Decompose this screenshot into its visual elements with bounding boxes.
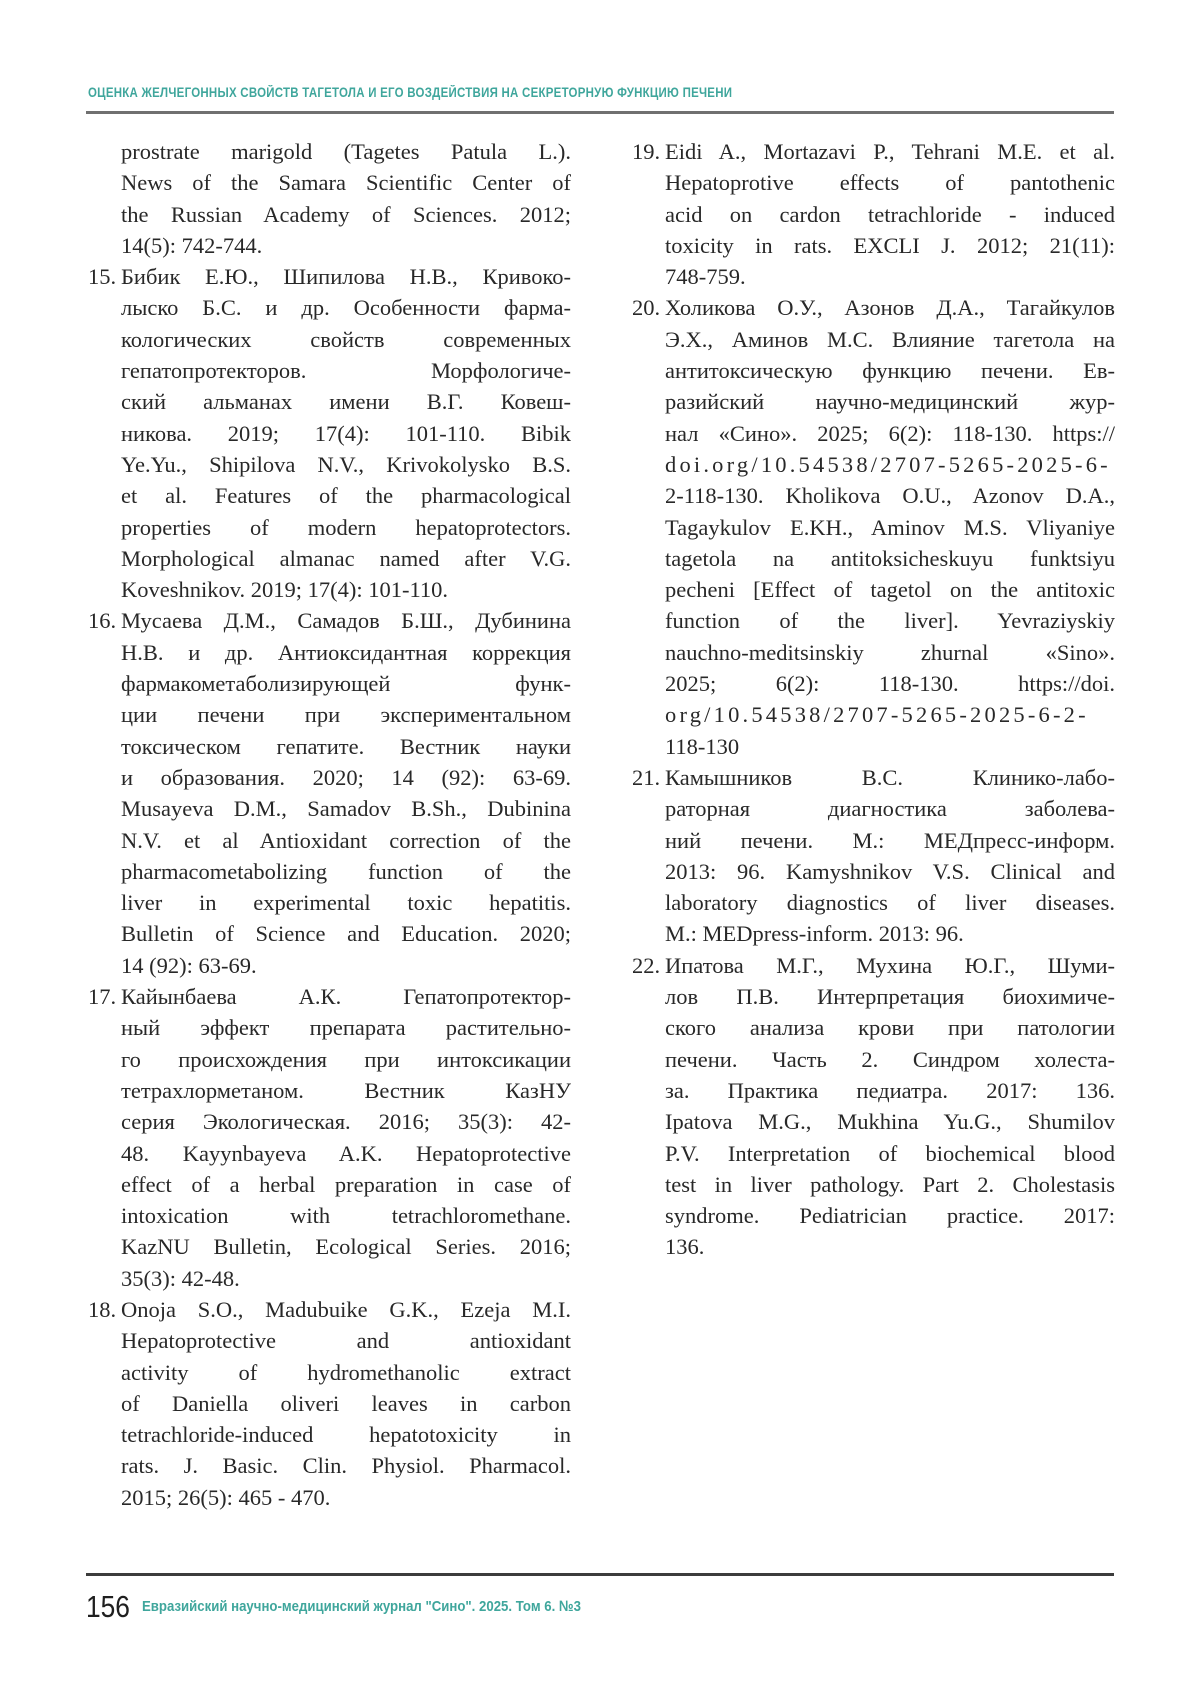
- reference-line: серия Экологическая. 2016; 35(3): 42-: [121, 1109, 571, 1135]
- reference-line: антитоксическую функцию печени. Ев-: [665, 358, 1115, 384]
- reference-line: the Russian Academy of Sciences. 2012;: [121, 201, 571, 227]
- reference-line: 48. Kayynbayeva A.K. Hepatoprotective: [121, 1140, 571, 1166]
- reference-item: [88, 261, 571, 605]
- reference-line: 21. Камышников В.С. Клинико-лабо-: [632, 762, 1115, 793]
- reference-line: 18. Onoja S.O., Madubuike G.K., Ezeja M.I.: [88, 1294, 571, 1325]
- reference-number: 20.: [632, 295, 661, 321]
- reference-line: Hepatoprotive effects of pantothenic: [665, 170, 1115, 196]
- reference-line: of Daniella oliveri leaves in carbon: [121, 1390, 571, 1416]
- reference-line: intoxication with tetrachloromethane.: [121, 1203, 571, 1229]
- reference-line: и образования. 2020; 14 (92): 63-69.: [121, 764, 571, 790]
- reference-line: tagetola na antitoksicheskuyu funktsiyu: [665, 545, 1115, 571]
- reference-line: 17. Кайынбаева А.К. Гепатопротектор-: [88, 981, 571, 1012]
- reference-line: печени. Часть 2. Синдром холеста-: [665, 1046, 1115, 1072]
- reference-line: 2025; 6(2): 118-130. https://doi.: [665, 671, 1115, 697]
- reference-line: News of the Samara Scientific Center of: [121, 170, 571, 196]
- reference-line: Musayeva D.M., Samadov B.Sh., Dubinina: [121, 796, 571, 822]
- reference-line: Hepatoprotective and antioxidant: [121, 1328, 571, 1354]
- reference-line: 16. Мусаева Д.М., Самадов Б.Ш., Дубинина: [88, 605, 571, 636]
- reference-line: гепатопротекторов. Морфологиче-: [121, 358, 571, 384]
- reference-line: Н.В. и др. Антиоксидантная коррекция: [121, 639, 571, 665]
- reference-line: P.V. Interpretation of biochemical blood: [665, 1140, 1115, 1166]
- reference-number: 15.: [88, 264, 117, 290]
- reference-line: Morphological almanac named after V.G.: [121, 545, 571, 571]
- reference-line: тетрахлорметаном. Вестник КазНУ: [121, 1077, 571, 1103]
- reference-line: ского анализа крови при патологии: [665, 1015, 1115, 1041]
- reference-line: ный эффект препарата растительно-: [121, 1015, 571, 1041]
- reference-line: properties of modern hepatoprotectors.: [121, 514, 571, 540]
- reference-line: нал «Сино». 2025; 6(2): 118-130. https://: [665, 420, 1115, 446]
- reference-item: [88, 605, 571, 981]
- reference-line: syndrome. Pediatrician practice. 2017:: [665, 1203, 1115, 1229]
- reference-line: N.V. et al Antioxidant correction of the: [121, 827, 571, 853]
- reference-line: ний печени. М.: МЕДпресс-информ.: [665, 827, 1115, 853]
- reference-line: Tagaykulov E.KH., Aminov M.S. Vliyaniye: [665, 514, 1115, 540]
- reference-line: prostrate marigold (Tagetes Patula L.).: [121, 139, 571, 164]
- reference-line: 14 (92): 63-69.: [121, 952, 257, 978]
- reference-line: et al. Features of the pharmacological: [121, 483, 571, 509]
- reference-line: nauchno-meditsinskiy zhurnal «Sino».: [665, 639, 1115, 665]
- reference-line: 748-759.: [665, 264, 746, 290]
- reference-line: laboratory diagnostics of liver diseases.: [665, 890, 1115, 916]
- reference-line: лыско Б.С. и др. Особенности фарма-: [121, 295, 571, 321]
- reference-line: Ipatova M.G., Mukhina Yu.G., Shumilov: [665, 1109, 1115, 1135]
- footer-rule: [86, 1573, 1114, 1576]
- reference-line: 118-130: [665, 733, 740, 759]
- reference-line: никова. 2019; 17(4): 101-110. Bibik: [121, 420, 571, 446]
- reference-item: [632, 762, 1115, 950]
- reference-item: [632, 950, 1115, 1263]
- reference-line: doi.org/10.54538/2707-5265-2025-6-: [665, 451, 1111, 477]
- reference-number: 18.: [88, 1296, 117, 1322]
- reference-line: лов П.В. Интерпретация биохимиче-: [665, 984, 1115, 1010]
- reference-item: [88, 981, 571, 1294]
- reference-line: раторная диагностика заболева-: [665, 796, 1115, 822]
- reference-line: function of the liver]. Yevraziyskiy: [665, 608, 1115, 634]
- reference-line: M.: MEDpress-inform. 2013: 96.: [665, 921, 964, 947]
- reference-line: 15. Бибик Е.Ю., Шипилова Н.В., Кривоко-: [88, 261, 571, 292]
- reference-line: liver in experimental toxic hepatitis.: [121, 890, 571, 916]
- reference-line: за. Практика педиатра. 2017: 136.: [665, 1077, 1115, 1103]
- reference-line: KazNU Bulletin, Ecological Series. 2016;: [121, 1234, 571, 1260]
- reference-line: 19. Eidi A., Mortazavi P., Tehrani M.E. et al.: [632, 136, 1115, 167]
- reference-line: Ye.Yu., Shipilova N.V., Krivokolysko B.S.: [121, 451, 571, 477]
- reference-number: 16.: [88, 608, 117, 634]
- reference-line: 2013: 96. Kamyshnikov V.S. Clinical and: [665, 858, 1115, 884]
- reference-line: rats. J. Basic. Clin. Physiol. Pharmacol.: [121, 1453, 571, 1479]
- running-header: ОЦЕНКА ЖЕЛЧЕГОННЫХ СВОЙСТВ ТАГЕТОЛА И ЕГО ВОЗДЕЙСТВИЯ НА СЕКРЕТОРНУЮ ФУНКЦИЮ ПЕЧЕНИ: [88, 85, 733, 100]
- reference-item: [632, 292, 1115, 761]
- reference-line: разийский научно-медицинский жур-: [665, 389, 1115, 415]
- reference-line: 22. Ипатова М.Г., Мухина Ю.Г., Шуми-: [632, 950, 1115, 981]
- reference-line: Bulletin of Science and Education. 2020;: [121, 921, 571, 947]
- journal-footer-title: Евразийский научно-медицинский журнал "Сино". 2025. Том 6. №3: [142, 1598, 581, 1615]
- reference-line: Э.Х., Аминов М.С. Влияние тагетола на: [665, 326, 1115, 352]
- reference-line: ции печени при экспериментальном: [121, 702, 571, 728]
- reference-line: 35(3): 42-48.: [121, 1265, 240, 1291]
- reference-line: фармакометаболизирующей функ-: [121, 671, 571, 697]
- reference-number: 22.: [632, 952, 661, 978]
- reference-line: 20. Холикова О.У., Азонов Д.А., Тагайкулов: [632, 292, 1115, 323]
- reference-line: 2015; 26(5): 465 - 470.: [121, 1484, 331, 1510]
- reference-line: pharmacometabolizing function of the: [121, 858, 571, 884]
- reference-line: 136.: [665, 1234, 705, 1260]
- reference-line: activity of hydromethanolic extract: [121, 1359, 571, 1385]
- reference-line: го происхождения при интоксикации: [121, 1046, 571, 1072]
- reference-item: [632, 136, 1115, 292]
- references-left-column: [88, 136, 571, 1513]
- header-rule: [86, 111, 1114, 114]
- reference-line: tetrachloride-induced hepatotoxicity in: [121, 1422, 571, 1448]
- reference-line: pecheni [Effect of tagetol on the antitoxic: [665, 577, 1115, 603]
- reference-line: acid on cardon tetrachloride - induced: [665, 201, 1115, 227]
- references-right-column: [632, 136, 1115, 1263]
- reference-line: effect of a herbal preparation in case of: [121, 1171, 571, 1197]
- page-number: 156: [86, 1589, 130, 1624]
- reference-line: 14(5): 742-744.: [121, 232, 263, 258]
- reference-line: Koveshnikov. 2019; 17(4): 101-110.: [121, 577, 449, 603]
- reference-line: org/10.54538/2707-5265-2025-6-2-: [665, 702, 1089, 728]
- reference-item: [88, 136, 571, 261]
- reference-number: 19.: [632, 139, 661, 164]
- reference-line: токсическом гепатите. Вестник науки: [121, 733, 571, 759]
- reference-line: ский альманах имени В.Г. Ковеш-: [121, 389, 571, 415]
- reference-line: кологических свойств современных: [121, 326, 571, 352]
- reference-number: 17.: [88, 984, 117, 1010]
- reference-item: [88, 1294, 571, 1513]
- reference-line: 2-118-130. Kholikova O.U., Azonov D.A.,: [665, 483, 1115, 509]
- reference-number: 21.: [632, 764, 661, 790]
- reference-line: test in liver pathology. Part 2. Cholestasis: [665, 1171, 1115, 1197]
- reference-line: toxicity in rats. EXCLI J. 2012; 21(11):: [665, 232, 1115, 258]
